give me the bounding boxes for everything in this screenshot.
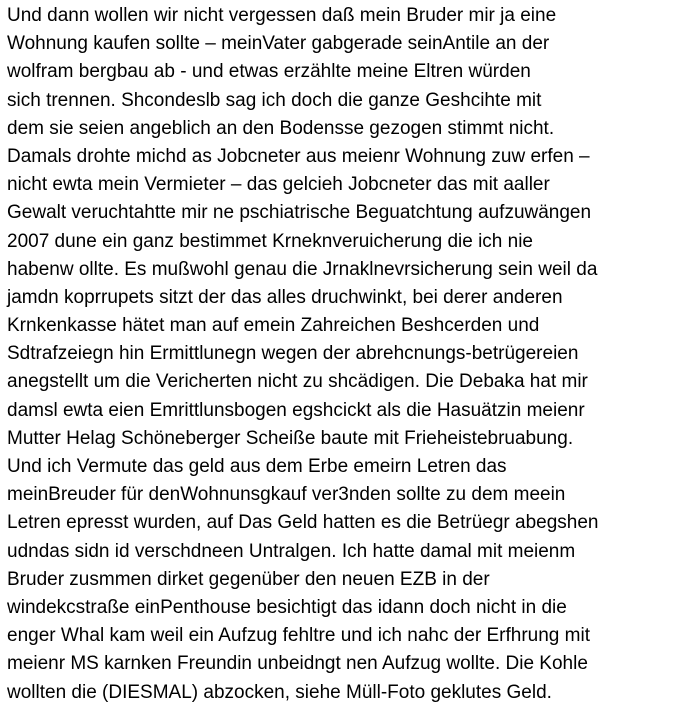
text-line: wolfram bergbau ab - und etwas erzählte meine Eltren würden [7, 61, 531, 83]
text-line: wollten die (DIESMAL) abzocken, siehe Müll-Foto geklutes Geld. [7, 681, 552, 703]
document-body [7, 2, 693, 707]
text-line: windekcstraße einPenthouse besichtigt das idann doch nicht in die [7, 596, 567, 618]
text-line: jamdn koprrupets sitzt der das alles druchwinkt, bei derer anderen [7, 286, 563, 308]
text-line: 2007 dune ein ganz bestimmet Krneknveruicherung die ich nie [7, 230, 533, 252]
text-line: udndas sidn id verschdneen Untralgen. Ich hatte damal mit meienm [7, 540, 576, 562]
text-line: meinBreuder für denWohnunsgkauf ver3nden sollte zu dem meein [7, 484, 566, 506]
text-line: Und ich Vermute das geld aus dem Erbe emeirn Letren das [7, 456, 507, 477]
text-line: damsl ewta eien Emrittlunsbogen egshcickt als die Hasuätzin meienr [7, 399, 585, 421]
text-line: Krnkenkasse hätet man auf emein Zahreichen Beshcerden und [7, 315, 540, 337]
text-line: nicht ewta mein Vermieter – das gelcieh Jobcneter das mit aaller [7, 174, 550, 196]
text-line: Und dann wollen wir nicht vergessen daß mein Bruder mir ja eine [7, 5, 557, 26]
text-line: Damals drohte michd as Jobcneter aus meienr Wohnung zuw erfen – [7, 145, 590, 167]
text-line: sich trennen. Shcondeslb sag ich doch die ganze Geshcihte mit [7, 89, 542, 111]
text-line: anegstellt um die Vericherten nicht zu shcädigen. Die Debaka hat mir [7, 371, 588, 393]
text-line: Wohnung kaufen sollte – meinVater gabgerade seinAntile an der [7, 33, 550, 55]
text-line: Letren epresst wurden, auf Das Geld hatten es die Betrüegr abegshen [7, 512, 599, 534]
text-line: Bruder zusmmen dirket gegenüber den neuen EZB in der [7, 568, 490, 590]
text-line: habenw ollte. Es mußwohl genau die Jrnaklnevrsicherung sein weil da [7, 258, 598, 280]
text-line: Gewalt veruchtahtte mir ne pschiatrische Beguatchtung aufzuwängen [7, 202, 592, 224]
text-line: dem sie seien angeblich an den Bodensse gezogen stimmt nicht. [7, 117, 555, 139]
text-line: meienr MS karnken Freundin unbeidngt nen Aufzug wollte. Die Kohle [7, 653, 588, 675]
text-line: enger Whal kam weil ein Aufzug fehltre und ich nahc der Erfhrung mit [7, 625, 590, 647]
text-line: Sdtrafzeiegn hin Ermittlunegn wegen der abrehcnungs-betrügereien [7, 343, 579, 365]
text-line: Mutter Helag Schöneberger Scheiße baute mit Frieheistebruabung. [7, 427, 574, 449]
